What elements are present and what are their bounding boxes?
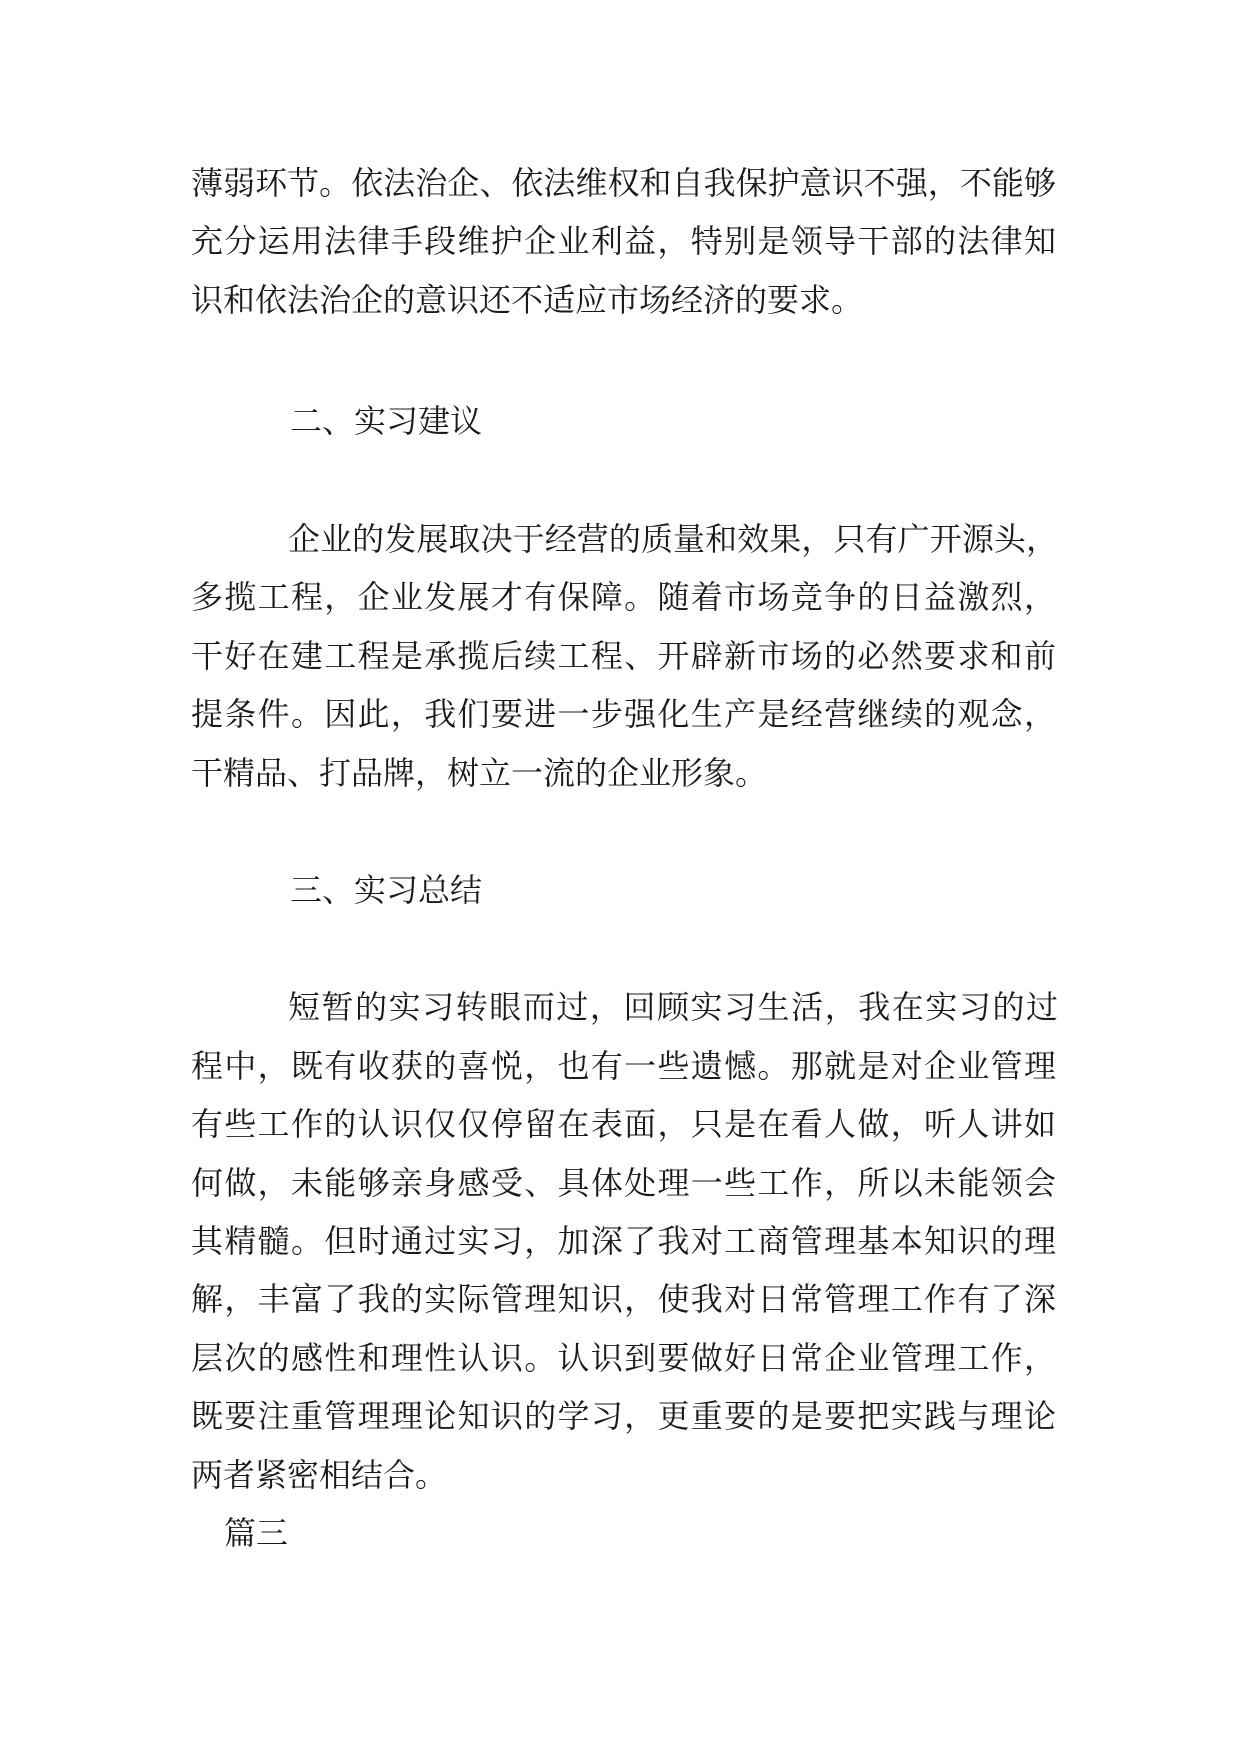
paragraph-line: 其精髓。但时通过实习，加深了我对工商管理基本知识的理	[191, 1222, 1056, 1260]
paragraph-line: 干精品、打品牌，树立一流的企业形象。	[191, 754, 768, 792]
paragraph-line: 何做，未能够亲身感受、具体处理一些工作，所以未能领会	[191, 1164, 1056, 1202]
paragraph-line: 短暂的实习转眼而过，回顾实习生活，我在实习的过	[288, 988, 1058, 1026]
paragraph-line: 干好在建工程是承揽后续工程、开辟新市场的必然要求和前	[191, 637, 1056, 675]
paragraph-line: 既要注重管理理论知识的学习，更重要的是要把实践与理论	[191, 1397, 1056, 1435]
paragraph-line: 识和依法治企的意识还不适应市场经济的要求。	[191, 281, 864, 319]
paragraph-line: 薄弱环节。依法治企、依法维权和自我保护意识不强，不能够	[191, 164, 1056, 202]
paragraph-line: 提条件。因此，我们要进一步强化生产是经营继续的观念，	[191, 695, 1056, 733]
paragraph-line: 充分运用法律手段维护企业利益，特别是领导干部的法律知	[191, 222, 1056, 260]
paragraph-line: 企业的发展取决于经营的质量和效果，只有广开源头，	[288, 520, 1058, 558]
paragraph-line: 程中，既有收获的喜悦，也有一些遗憾。那就是对企业管理	[191, 1047, 1056, 1085]
paragraph-line: 解，丰富了我的实际管理知识，使我对日常管理工作有了深	[191, 1280, 1056, 1318]
paragraph-line: 两者紧密相结合。	[191, 1456, 448, 1494]
paragraph-line: 多揽工程，企业发展才有保障。随着市场竞争的日益激烈，	[191, 578, 1056, 616]
section-heading: 二、实习建议	[290, 402, 483, 440]
paragraph-line: 层次的感性和理性认识。认识到要做好日常企业管理工作，	[191, 1339, 1056, 1377]
section-heading: 三、实习总结	[290, 871, 483, 909]
next-part-label: 篇三	[224, 1514, 289, 1552]
paragraph-line: 有些工作的认识仅仅停留在表面，只是在看人做，听人讲如	[191, 1105, 1056, 1143]
